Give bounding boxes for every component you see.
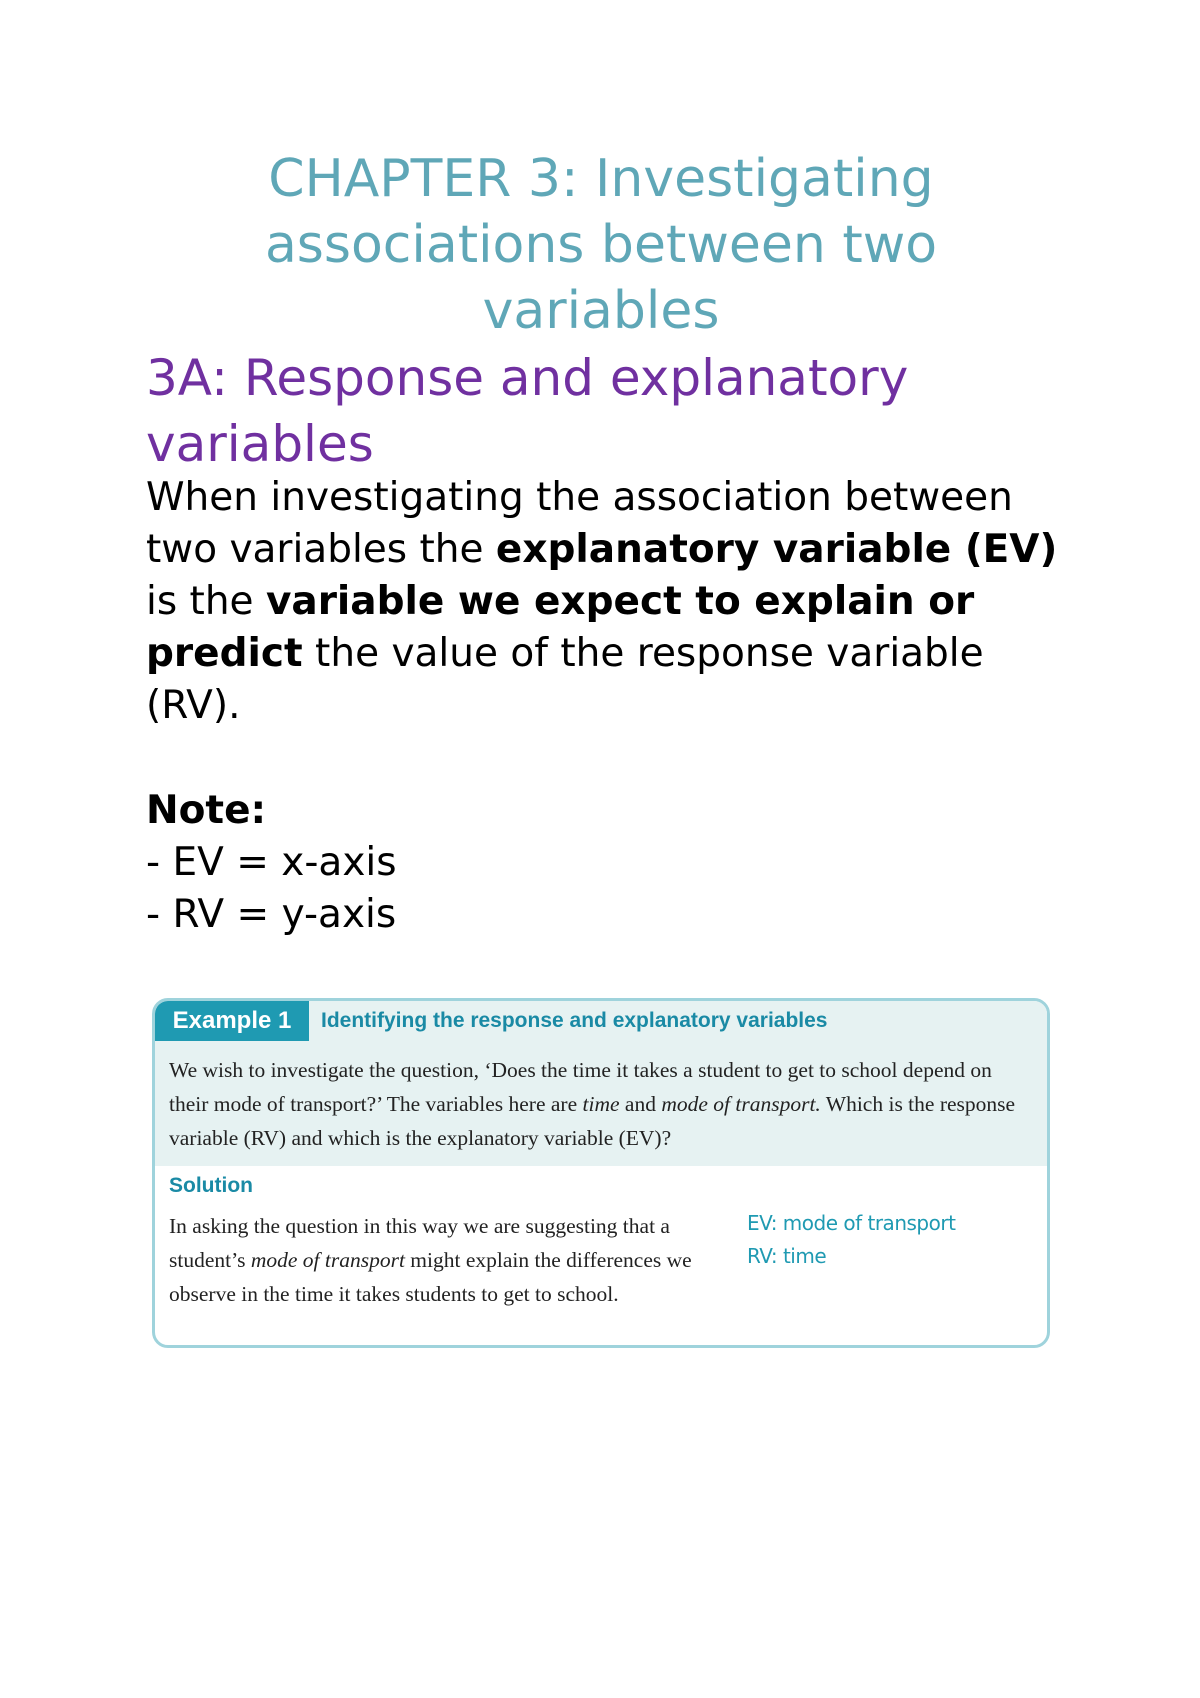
example-heading: Identifying the response and explanatory variables (321, 1009, 828, 1032)
solution-text-2: might explain the differences we observe in the time it takes students to get to school. (169, 1248, 692, 1306)
solution-text (169, 1209, 709, 1311)
example-box (152, 998, 1050, 1348)
intro-bold-ev: explanatory variable (EV) (495, 527, 1058, 572)
intro-bold-definition: variable we expect to explain or predict (146, 579, 975, 676)
note-block (146, 785, 746, 941)
section-title: 3A: Response and explanatory variables (146, 349, 909, 473)
question-text-3: Which is the response variable (RV) and which is the explanatory variable (EV)? (169, 1092, 1016, 1150)
solution-text-1: In asking the question in this way we are suggesting that a student’s (169, 1214, 670, 1272)
question-italic-time: time (582, 1092, 620, 1116)
intro-text-2: is the (146, 579, 266, 624)
note-item-rv: - RV = y-axis (146, 892, 397, 937)
intro-paragraph (146, 472, 1076, 732)
solution-answer (747, 1207, 1027, 1273)
note-heading: Note: (146, 788, 267, 833)
question-text-2: and (619, 1092, 662, 1116)
note-item-ev: - EV = x-axis (146, 840, 397, 885)
example-question (169, 1053, 1029, 1155)
example-tag: Example 1 (155, 1001, 309, 1041)
intro-text-1: When investigating the association between two variables the (146, 475, 1013, 572)
answer-rv: RV: time (747, 1244, 827, 1268)
intro-text-3: the value of the response variable (RV). (146, 631, 984, 728)
answer-ev: EV: mode of transport (747, 1211, 956, 1235)
chapter-title: CHAPTER 3: Investigating associations between two variables (264, 149, 938, 341)
solution-italic-mode: mode of transport (250, 1248, 405, 1272)
question-italic-mode: mode of transport. (661, 1092, 821, 1116)
question-text-1: We wish to investigate the question, ‘Does the time it takes a student to get to school depend on their mode of transport?’ The variables here are (169, 1058, 992, 1116)
example-header (155, 1001, 1047, 1041)
solution-label: Solution (169, 1174, 253, 1197)
